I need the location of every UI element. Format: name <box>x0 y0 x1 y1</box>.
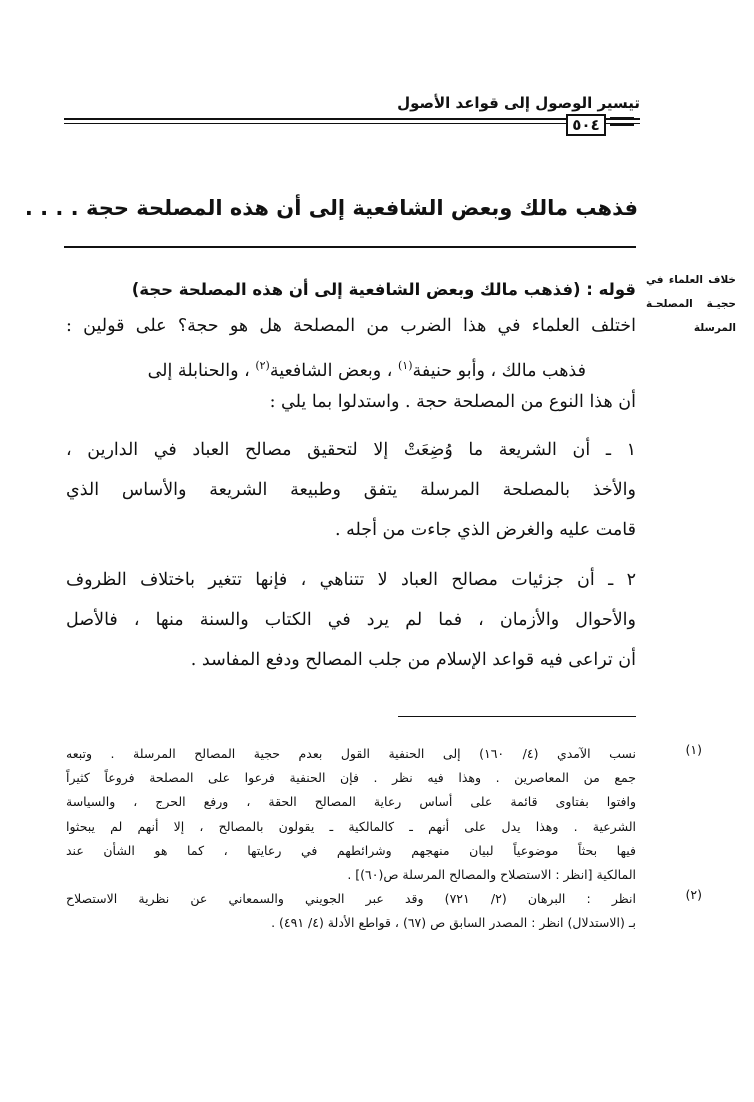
footnote-ref-1: (١) <box>397 359 413 372</box>
quote-label: قوله : <box>586 280 636 299</box>
footnote-1 <box>66 742 702 887</box>
margin-note-line: حجيـة المصلحـة <box>646 298 736 310</box>
header-rule-thin <box>64 123 640 124</box>
page-number: ٥٠٤ <box>566 114 606 136</box>
text-span: ، وبعض الشافعية <box>269 360 398 381</box>
footnote-line: الشرعية . وهذا يدل على أنهم ـ كالمالكية ـ يقولون بالمصالح ، إلا أنهم لم يبحثوا <box>66 818 636 834</box>
list-item-line: ١ ـ أن الشريعة ما وُضِعَتْ إلا لتحقيق مصالح العباد في الدارين ، <box>66 440 636 460</box>
footnote-line: فيها بحثاً موضوعياً لبيان منهجهم وشرائطهم في رعايتها ، كما هو الشأن عند <box>66 842 636 858</box>
footnote-line: بـ (الاستدلال) انظر : المصدر السابق ص (٦٧) ، قواطع الأدلة (٤/ ٤٩١) . <box>271 915 636 931</box>
footnote-number: (١) <box>685 742 702 757</box>
footnote-line: نسب الآمدي (٤/ ١٦٠) إلى الحنفية القول بعدم حجية المصالح المرسلة . وتبعه <box>66 746 637 761</box>
header-rule <box>64 118 640 120</box>
margin-note-line: خلاف العلماء في <box>646 274 736 286</box>
footnote-2 <box>66 887 702 935</box>
quote-text: (فذهب مالك وبعض الشافعية إلى أن هذه المصلحة حجة) <box>131 280 587 299</box>
footnote-line: وافتوا بفتاوى قائمة على أساس رعاية المصالح الحقة ، ورفع الحرج ، والسياسة <box>66 794 636 810</box>
list-item-2 <box>66 560 636 680</box>
list-item-line: والأخذ بالمصلحة المرسلة يتفق وطبيعة الشريعة والأساس الذي <box>66 480 636 500</box>
footnote-line: جمع من المعاصرين . وهذا فيه نظر . فإن الحنفية فرعوا على المصلحة فروعاً كثيراً <box>66 770 636 786</box>
footnotes <box>66 742 702 936</box>
list-item-line: قامت عليه والغرض الذي جاءت من أجله . <box>334 520 636 540</box>
list-item-line: ٢ ـ أن جزئيات مصالح العباد لا تتناهي ، فإنها تتغير باختلاف الظروف <box>66 570 636 590</box>
paragraph-line: اختلف العلماء في هذا الضرب من المصلحة هل هو حجة؟ على قولين : <box>66 316 636 336</box>
body-text <box>66 272 636 680</box>
footnote-line: المالكية [انظر : الاستصلاح والمصالح المرسلة ص(٦٠)] . <box>347 866 636 882</box>
list-item-line: أن تراعى فيه قواعد الإسلام من جلب المصالح ودفع المفاسد . <box>190 650 636 670</box>
text-span: ، والحنابلة إلى <box>147 360 256 381</box>
footnote-number: (٢) <box>685 887 702 903</box>
footnote-ref-2: (٢) <box>255 359 270 372</box>
chapter-heading: فذهب مالك وبعض الشافعية إلى أن هذه المصلحة حجة . . . . <box>24 196 638 220</box>
paragraph-line <box>66 348 636 384</box>
chapter-heading-rule <box>64 246 636 248</box>
margin-note-line: المرسلة <box>693 322 736 334</box>
footnote-line: انظر : البرهان (٢/ ٧٢١) وقد عبر الجويني والسمعاني عن نظرية الاستصلاح <box>66 891 636 907</box>
list-item-line: والأحوال والأزمان ، فما لم يرد في الكتاب والسنة منها ، فالأصل <box>66 610 636 630</box>
footnote-separator <box>398 716 636 717</box>
list-item-1 <box>66 430 636 550</box>
running-title: تيسير الوصول إلى قواعد الأصول <box>397 94 640 112</box>
quote-line <box>66 272 636 308</box>
page-number-ornament <box>610 117 634 129</box>
margin-note <box>646 268 736 340</box>
paragraph-line: أن هذا النوع من المصلحة حجة . واستدلوا بما يلي : <box>269 392 636 412</box>
text-span: فذهب مالك ، وأبو حنيفة <box>412 360 586 381</box>
